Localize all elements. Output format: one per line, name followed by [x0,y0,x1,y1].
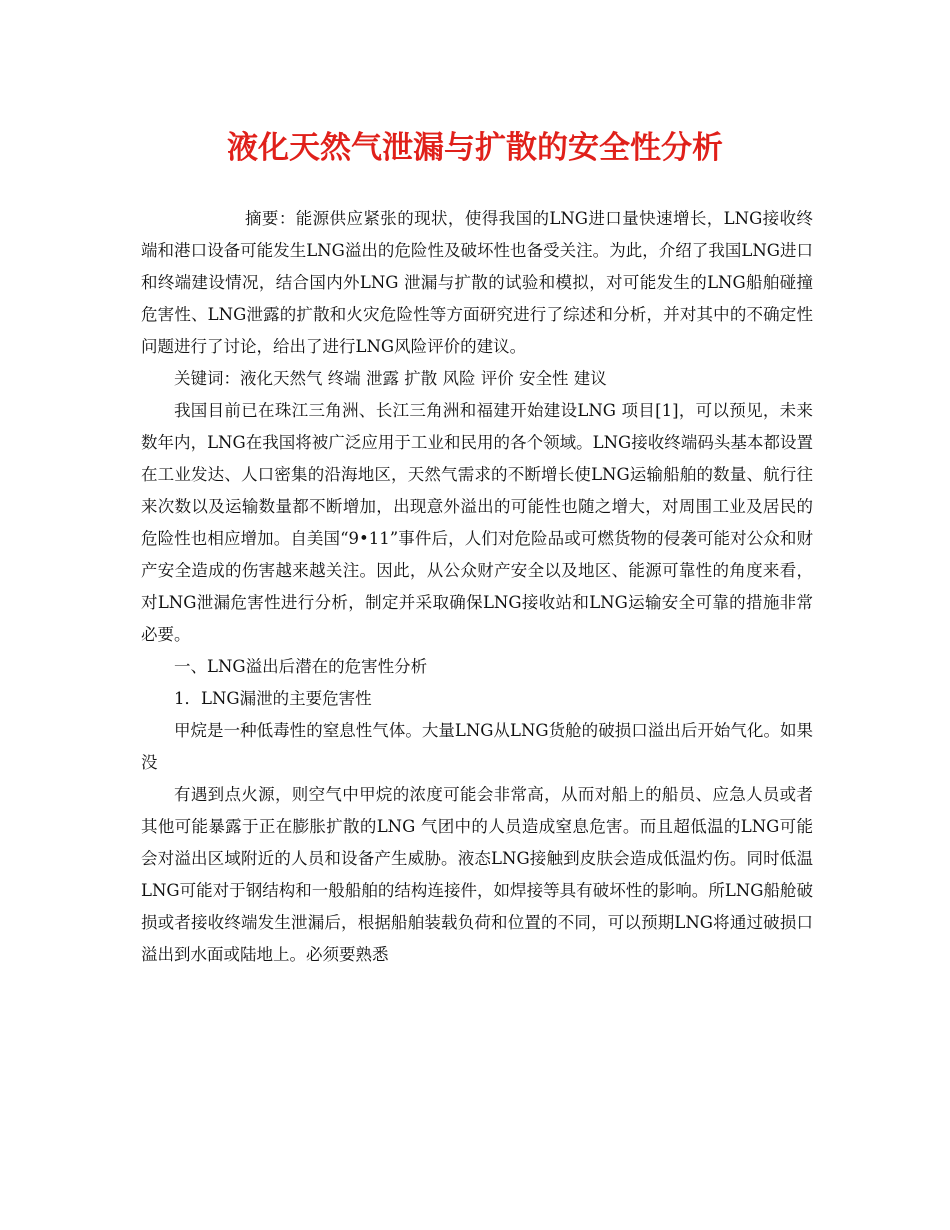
section-heading: 一、LNG溢出后潜在的危害性分析 [174,657,428,676]
body-paragraph: 我国目前已在珠江三角洲、长江三角洲和福建开始建设LNG 项目[1]，可以预见，未来数年内，LNG在我国将被广泛应用于工业和民用的各个领域。LNG接收终端码头基本都设置在工业发达、人口密集的沿海地区，天然气需求的不断增长使LNG运输船舶的数量、航行往来次数以及运输数量都不断增加，出现意外溢出的可能性也随之增大，对周围工业及居民的危险性也相应增加。自美国“9•11”事件后，人们对危险品或可燃货物的侵袭可能对公众和财产安全造成的伤害越来越关注。因此，从公众财产安全以及地区、能源可靠性的角度来看，对LNG泄漏危害性进行分析，制定并采取确保LNG接收站和LNG运输安全可靠的措施非常必要。 [141,401,813,644]
abstract-paragraph: 摘要：能源供应紧张的现状，使得我国的LNG进口量快速增长，LNG接收终端和港口设备可能发生LNG溢出的危险性及破坏性也备受关注。为此，介绍了我国LNG进口和终端建设情况，结合国内外LNG 泄漏与扩散的试验和模拟，对可能发生的LNG船舶碰撞危害性、LNG泄露的扩散和火灾危险性等方面研究进行了综述和分析，并对其中的不确定性问题进行了讨论，给出了进行LNG风险评价的建议。 [141,209,813,356]
body-paragraph: 甲烷是一种低毒性的窒息性气体。大量LNG从LNG货舱的破损口溢出后开始气化。如果没 [141,721,813,772]
body-paragraph: 有遇到点火源，则空气中甲烷的浓度可能会非常高，从而对船上的船员、应急人员或者其他可能暴露于正在膨胀扩散的LNG 气团中的人员造成窒息危害。而且超低温的LNG可能会对溢出区域附近的人员和设备产生威胁。液态LNG接触到皮肤会造成低温灼伤。同时低温LNG可能对于钢结构和一般船舶的结构连接件，如焊接等具有破坏性的影响。所LNG船舱破损或者接收终端发生泄漏后，根据船舶装载负荷和位置的不同，可以预期LNG将通过破损口溢出到水面或陆地上。必须要熟悉 [141,785,813,964]
keywords-paragraph: 关键词：液化天然气 终端 泄露 扩散 风险 评价 安全性 建议 [174,369,607,388]
document-title: 液化天然气泄漏与扩散的安全性分析 [227,130,723,166]
document-body [141,203,813,971]
subsection-heading: 1．LNG漏泄的主要危害性 [174,689,372,708]
